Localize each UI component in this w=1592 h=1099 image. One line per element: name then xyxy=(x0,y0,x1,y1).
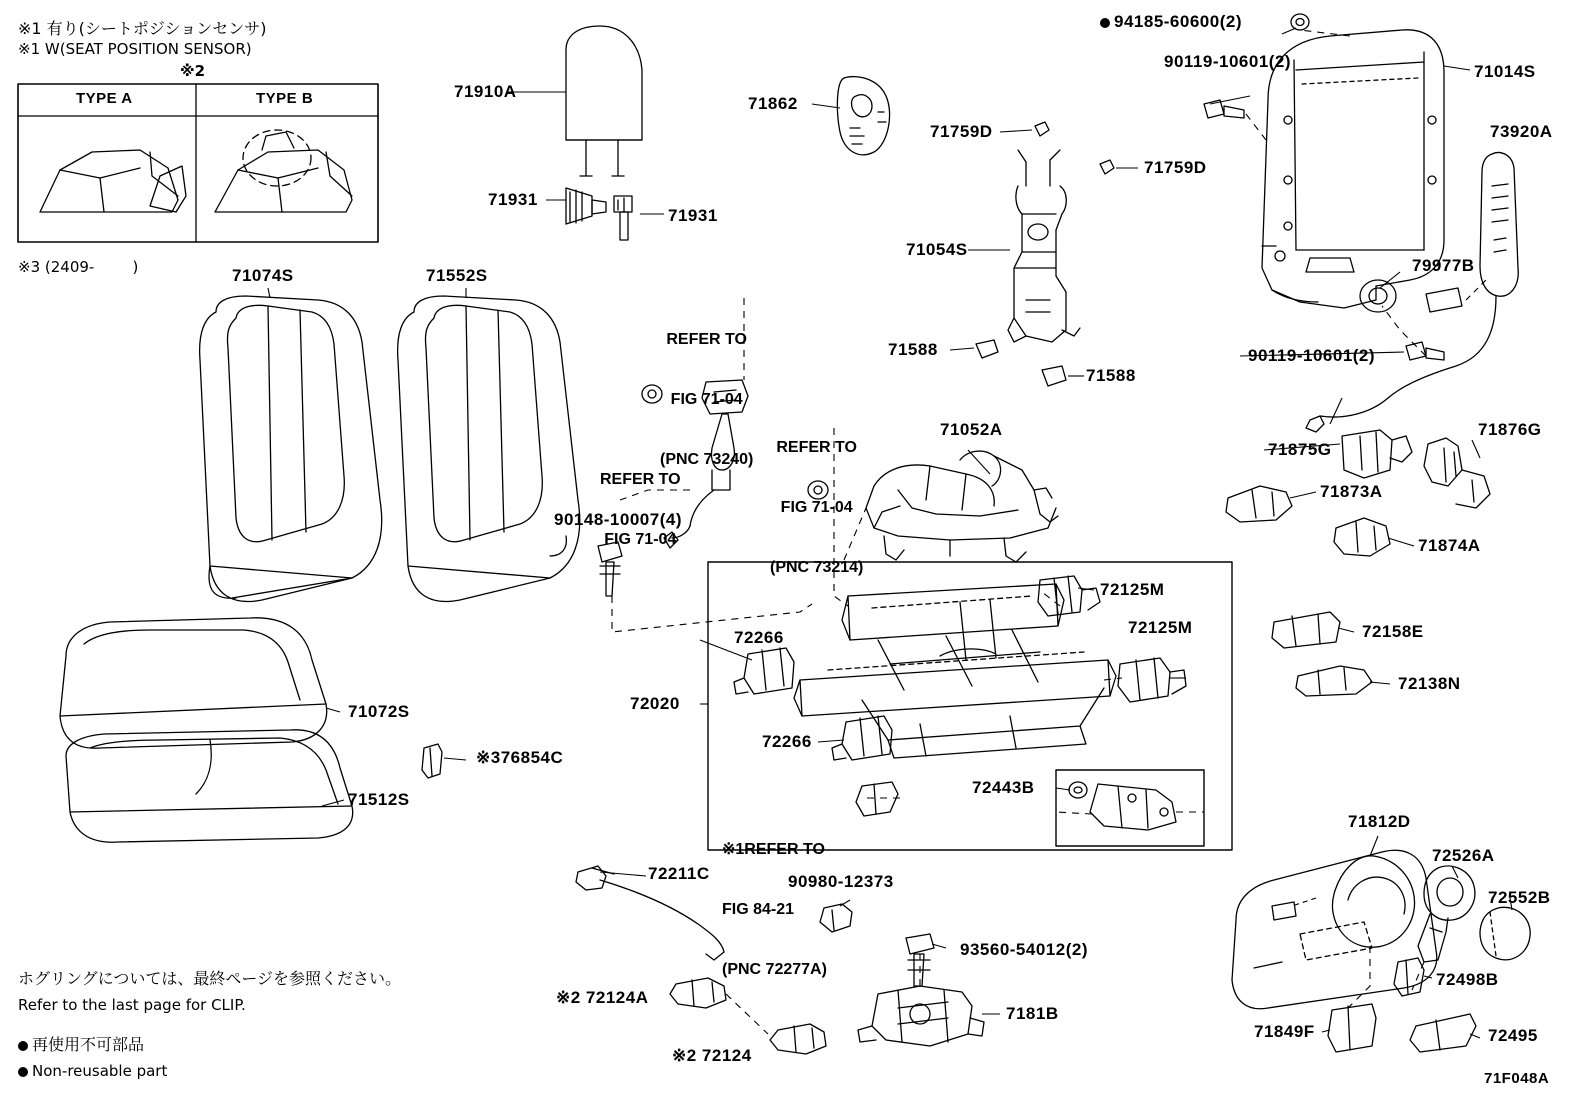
part-label-71588-b: 71588 xyxy=(1086,366,1136,385)
part-label-71054S: 71054S xyxy=(906,240,968,259)
part-label-7181B: 7181B xyxy=(1006,1004,1059,1023)
refer-line-1: REFER TO xyxy=(666,331,747,348)
note-seat-position-sensor-jp: ※1 有り(シートポジションセンサ) xyxy=(18,19,267,38)
legend-nonreusable-en: Non-reusable part xyxy=(18,1062,167,1080)
part-label-71552S: 71552S xyxy=(426,266,488,285)
part-label-71910A: 71910A xyxy=(454,82,517,101)
part-label-71812D: 71812D xyxy=(1348,812,1411,831)
part-label-90980-12373: 90980-12373 xyxy=(788,872,894,891)
part-label-72498B: 72498B xyxy=(1436,970,1499,989)
part-label-71874A: 71874A xyxy=(1418,536,1481,555)
part-label-71052A: 71052A xyxy=(940,420,1003,439)
part-label-90148-10007: 90148-10007(4) xyxy=(554,510,682,529)
part-label-72266-b: 72266 xyxy=(762,732,812,751)
note-hogring-jp: ホグリングについては、最終ページを参照ください。 xyxy=(18,969,402,988)
part-label-72020: 72020 xyxy=(630,694,680,713)
note-date-range: ※3 (2409- ) xyxy=(18,258,139,276)
part-label-72552B: 72552B xyxy=(1488,888,1551,907)
part-label-93560-54012: 93560-54012(2) xyxy=(960,940,1088,959)
refer-line-1: ※1REFER TO xyxy=(722,841,825,858)
part-label-71876G: 71876G xyxy=(1478,420,1542,439)
part-label-90119-10601-upper: 90119-10601(2) xyxy=(1164,52,1292,71)
part-label-72443B: 72443B xyxy=(972,778,1035,797)
refer-line-2: FIG 71-04 xyxy=(670,391,743,408)
part-label-71759D-a: 71759D xyxy=(930,122,993,141)
part-label-71072S: 71072S xyxy=(348,702,410,721)
figure-id: 71F048A xyxy=(1484,1070,1550,1087)
refer-line-2: FIG 84-21 xyxy=(722,901,795,918)
part-label-72138N: 72138N xyxy=(1398,674,1461,693)
part-label-90119-10601-lower: 90119-10601(2) xyxy=(1248,346,1376,365)
part-label-76854C: ※376854C xyxy=(476,748,564,767)
part-label-72158E: 72158E xyxy=(1362,622,1424,641)
refer-line-2: FIG 71-04 xyxy=(780,499,853,516)
part-label-94185-60600: 94185-60600(2) xyxy=(1100,12,1242,32)
bullet-icon xyxy=(18,1041,28,1051)
part-label-71931-a: 71931 xyxy=(488,190,538,209)
part-label-73920A: 73920A xyxy=(1490,122,1553,141)
note-type-table-marker: ※2 xyxy=(180,62,206,80)
bullet-icon xyxy=(18,1067,28,1077)
legend-nonreusable-jp: 再使用不可部品 xyxy=(18,1032,144,1055)
refer-block-7104 xyxy=(600,430,681,570)
refer-line-1: REFER TO xyxy=(776,439,857,456)
part-label-71512S: 71512S xyxy=(348,790,410,809)
note-hogring-en: Refer to the last page for CLIP. xyxy=(18,996,246,1014)
part-label-72495: 72495 xyxy=(1488,1026,1538,1045)
part-label-72266-a: 72266 xyxy=(734,628,784,647)
part-label-72124A: ※2 72124A xyxy=(556,988,649,1007)
part-label-72211C: 72211C xyxy=(648,864,710,883)
part-label-71873A: 71873A xyxy=(1320,482,1383,501)
part-label-72125M-a: 72125M xyxy=(1100,580,1165,599)
part-label-79977B: 79977B xyxy=(1412,256,1475,275)
part-label-71759D-b: 71759D xyxy=(1144,158,1207,177)
note-seat-position-sensor-en: ※1 W(SEAT POSITION SENSOR) xyxy=(18,40,252,58)
part-label-72526A: 72526A xyxy=(1432,846,1495,865)
refer-block-73214 xyxy=(770,398,863,598)
part-label-71588-a: 71588 xyxy=(888,340,938,359)
part-label-71014S: 71014S xyxy=(1474,62,1536,81)
part-label-72124: ※2 72124 xyxy=(672,1046,752,1065)
table-header-type-a: TYPE A xyxy=(76,90,133,107)
nonreusable-bullet-icon xyxy=(1100,18,1110,28)
refer-line-3: (PNC 72277A) xyxy=(722,961,827,978)
refer-line-2: FIG 71-04 xyxy=(604,531,677,548)
part-label-71875G: 71875G xyxy=(1268,440,1332,459)
refer-line-3: (PNC 73240) xyxy=(660,451,754,468)
part-label-71931-b: 71931 xyxy=(668,206,718,225)
refer-line-1: REFER TO xyxy=(600,471,681,488)
part-label-71074S: 71074S xyxy=(232,266,294,285)
part-label-71862: 71862 xyxy=(748,94,798,113)
part-label-71849F: 71849F xyxy=(1254,1022,1315,1041)
part-label-72125M-b: 72125M xyxy=(1128,618,1193,637)
refer-line-3: (PNC 73214) xyxy=(770,559,864,576)
refer-block-8421 xyxy=(722,800,827,1000)
table-header-type-b: TYPE B xyxy=(256,90,314,107)
